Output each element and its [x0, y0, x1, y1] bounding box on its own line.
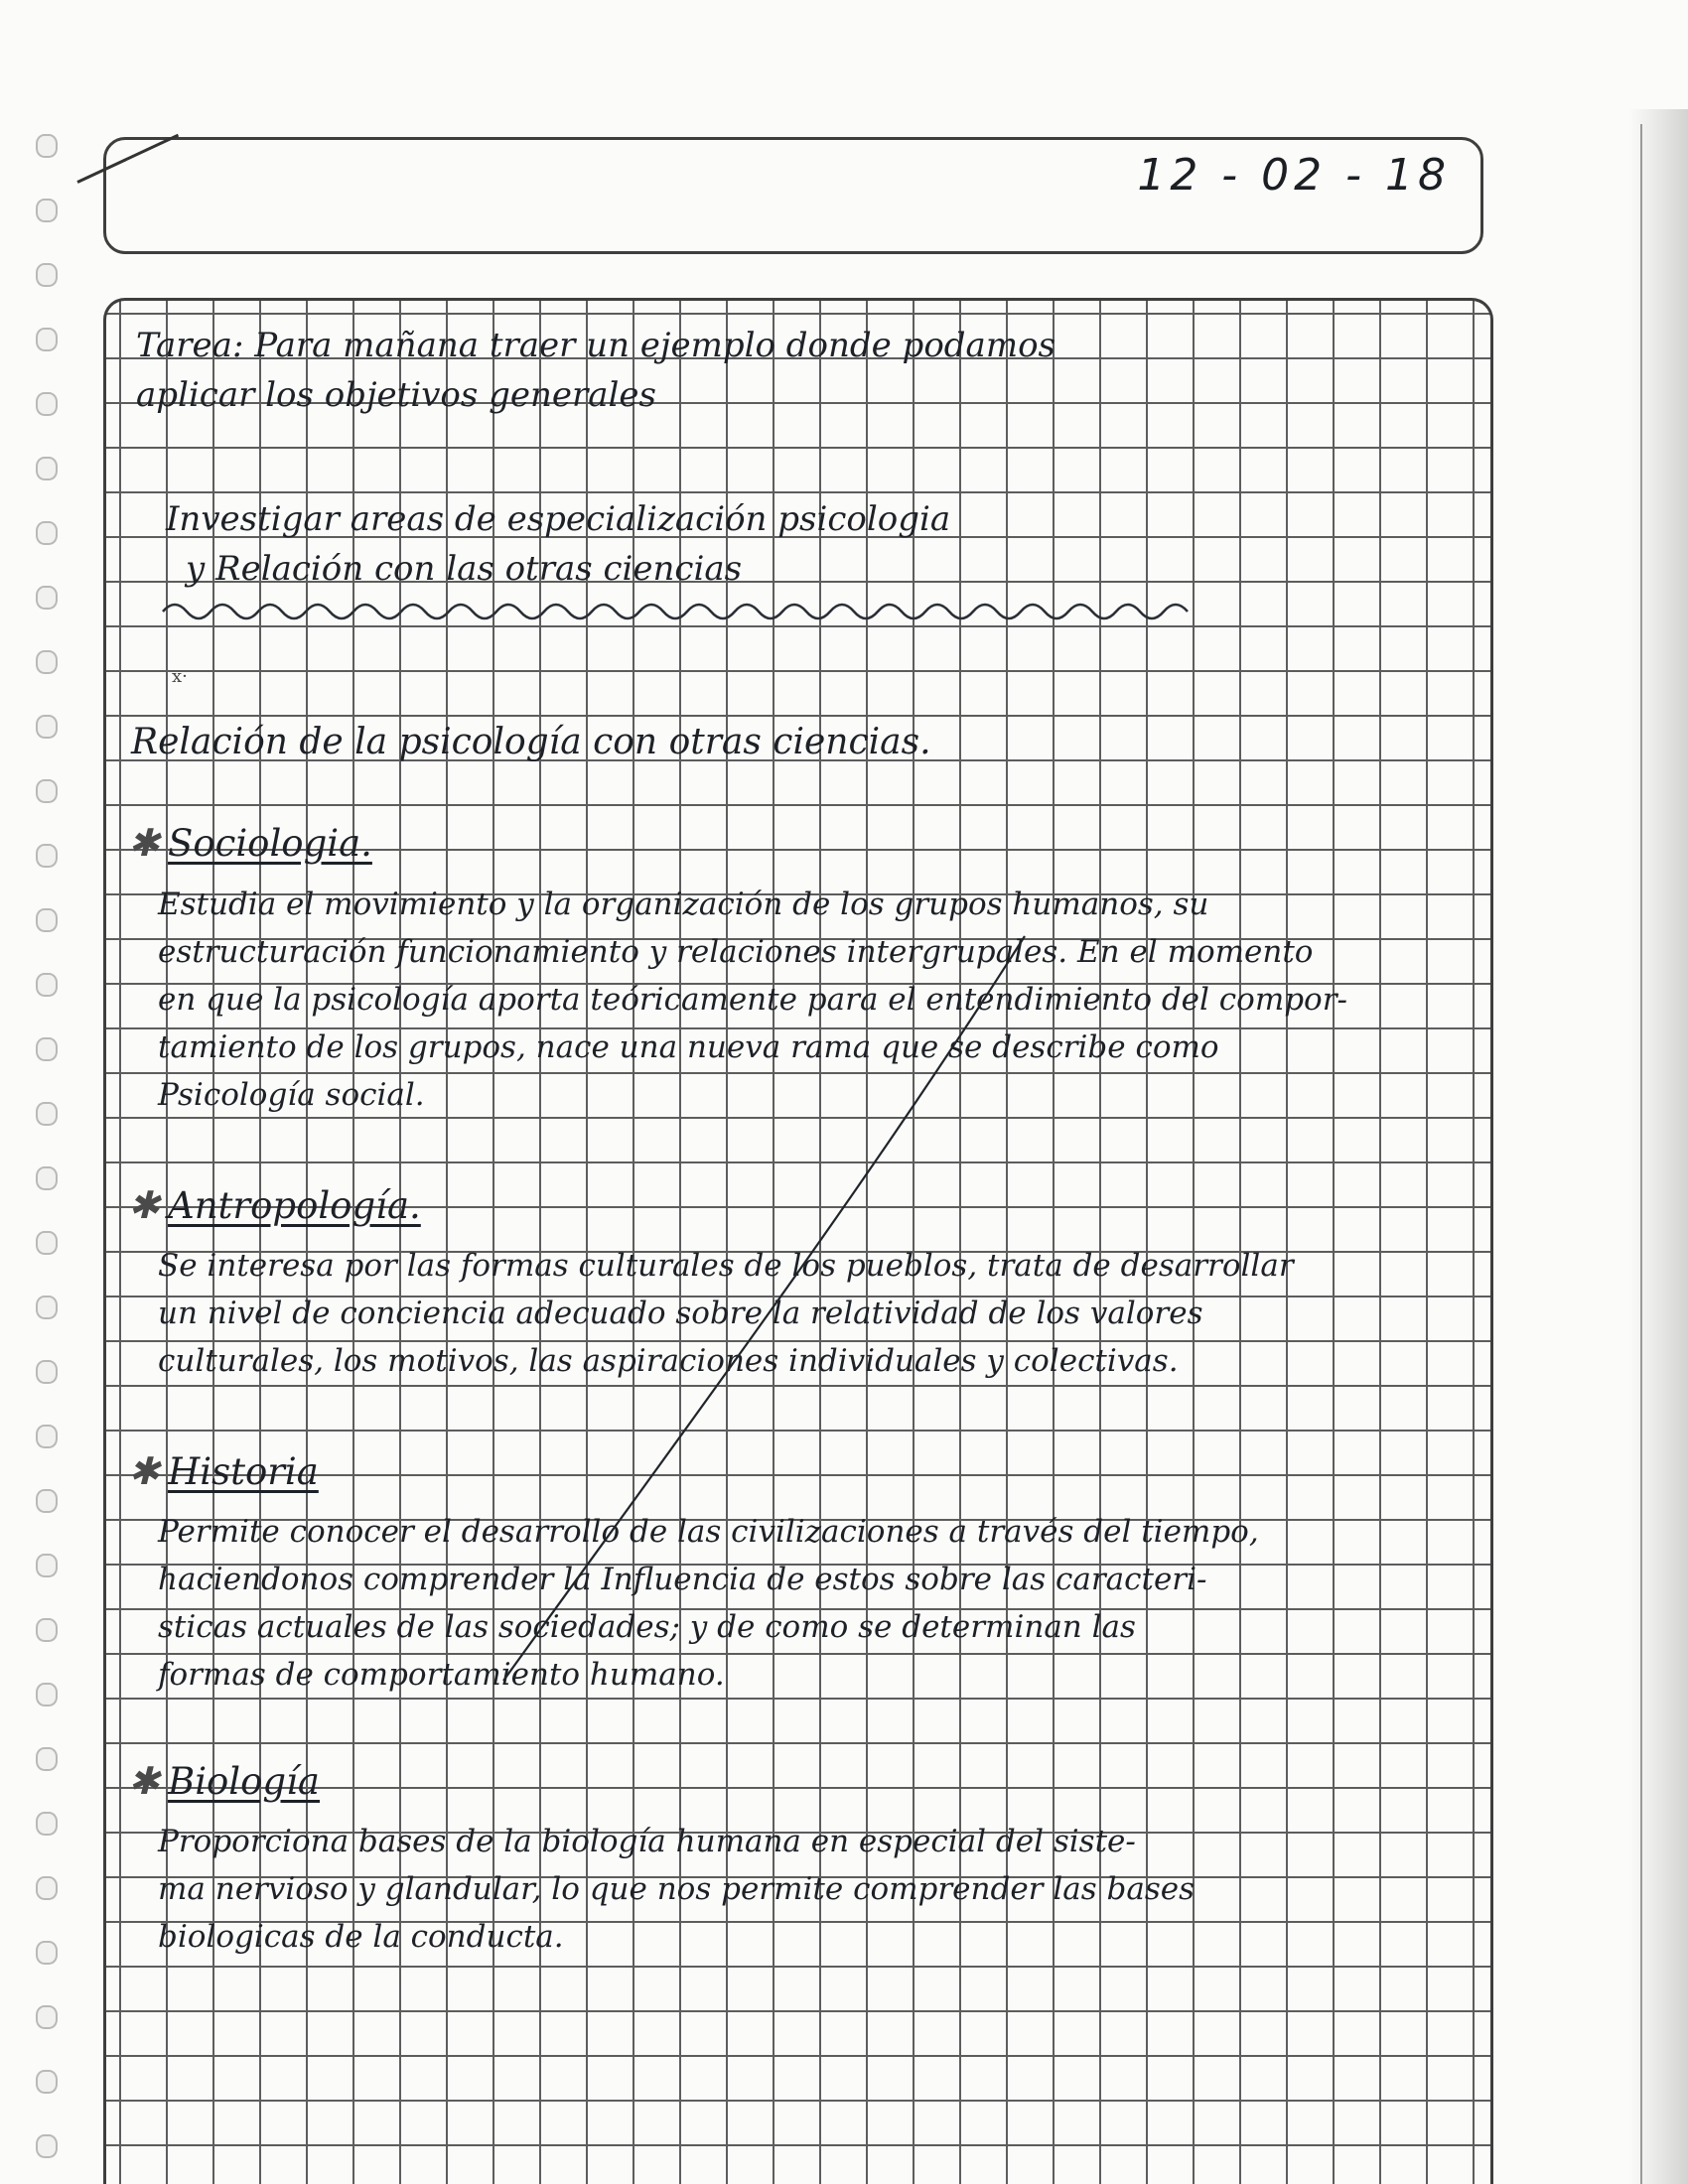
binder-hole	[36, 1231, 58, 1255]
section-line: un nivel de conciencia adecuado sobre la relatividad de los valores	[158, 1296, 1203, 1331]
binder-hole	[36, 1102, 58, 1126]
binder-hole	[36, 973, 58, 997]
binder-hole	[36, 1360, 58, 1384]
section-line: Permite conocer el desarrollo de las civilizaciones a través del tiempo,	[158, 1514, 1259, 1550]
small-x-mark: x·	[172, 666, 188, 687]
section-title: Antropología.	[168, 1184, 421, 1227]
binder-hole	[36, 134, 58, 158]
section-line: en que la psicología aporta teóricamente para el entendimiento del compor-	[158, 982, 1348, 1018]
section-title: Biología	[168, 1760, 320, 1803]
binder-hole	[36, 1876, 58, 1900]
binder-hole	[36, 650, 58, 674]
homework-line: aplicar los objetivos generales	[136, 375, 656, 415]
section-line: sticas actuales de las sociedades; y de como se determinan las	[158, 1609, 1136, 1645]
homework-line: Tarea: Para mañana traer un ejemplo donde podamos	[136, 326, 1055, 365]
section-line: ma nervioso y glandular, lo que nos permite comprender las bases	[158, 1871, 1195, 1907]
binder-hole	[36, 1425, 58, 1448]
page-edge-line	[1640, 124, 1642, 2184]
binder-hole	[36, 1296, 58, 1319]
binder-hole	[36, 457, 58, 480]
research-line: Investigar areas de especialización psicologia	[166, 499, 951, 539]
binder-hole	[36, 263, 58, 287]
binder-hole	[36, 521, 58, 545]
page-date: 12 - 02 - 18	[1137, 150, 1451, 201]
binder-hole	[36, 1812, 58, 1836]
section-line: estructuración funcionamiento y relaciones intergrupales. En el momento	[158, 934, 1314, 970]
asterisk-bullet-icon: ✱	[128, 1449, 160, 1493]
intro-heading: Relación de la psicología con otras ciencias.	[131, 722, 931, 762]
binder-hole	[36, 1166, 58, 1190]
asterisk-bullet-icon: ✱	[128, 821, 160, 865]
section-line: biologicas de la conducta.	[158, 1919, 564, 1955]
binder-hole	[36, 1554, 58, 1577]
binder-hole	[36, 586, 58, 610]
binder-hole	[36, 1941, 58, 1965]
asterisk-bullet-icon: ✱	[128, 1183, 160, 1227]
binder-hole	[36, 1683, 58, 1706]
binder-holes	[22, 119, 81, 2184]
binder-hole	[36, 1747, 58, 1771]
section-line: formas de comportamiento humano.	[158, 1657, 725, 1693]
section-line: Psicología social.	[158, 1077, 425, 1113]
binder-hole	[36, 1489, 58, 1513]
section-line: Estudia el movimiento y la organización de los grupos humanos, su	[158, 887, 1209, 922]
binder-hole	[36, 1618, 58, 1642]
binder-hole	[36, 779, 58, 803]
section-title: Historia	[168, 1450, 319, 1493]
page-edge-shadow	[1628, 109, 1688, 2184]
section-line: tamiento de los grupos, nace una nueva rama que se describe como	[158, 1029, 1219, 1065]
section-line: haciendonos comprender la Influencia de estos sobre las caracteri-	[158, 1562, 1207, 1597]
binder-hole	[36, 199, 58, 222]
binder-hole	[36, 392, 58, 416]
section-title: Sociologia.	[168, 822, 372, 865]
binder-hole	[36, 2134, 58, 2158]
binder-hole	[36, 328, 58, 351]
binder-hole	[36, 715, 58, 739]
asterisk-bullet-icon: ✱	[128, 1759, 160, 1803]
binder-hole	[36, 908, 58, 932]
binder-hole	[36, 2005, 58, 2029]
date-header-box	[103, 137, 1483, 254]
binder-hole	[36, 2070, 58, 2094]
binder-hole	[36, 1037, 58, 1061]
research-line: y Relación con las otras ciencias	[186, 549, 743, 589]
section-line: culturales, los motivos, las aspiraciones individuales y colectivas.	[158, 1343, 1179, 1379]
diagonal-strike-line	[106, 301, 1493, 2184]
section-line: Proporciona bases de la biología humana en especial del siste-	[158, 1824, 1136, 1859]
section-line: Se interesa por las formas culturales de los pueblos, trata de desarrollar	[158, 1248, 1294, 1284]
grid-notebook-page	[103, 298, 1493, 2184]
binder-hole	[36, 844, 58, 868]
